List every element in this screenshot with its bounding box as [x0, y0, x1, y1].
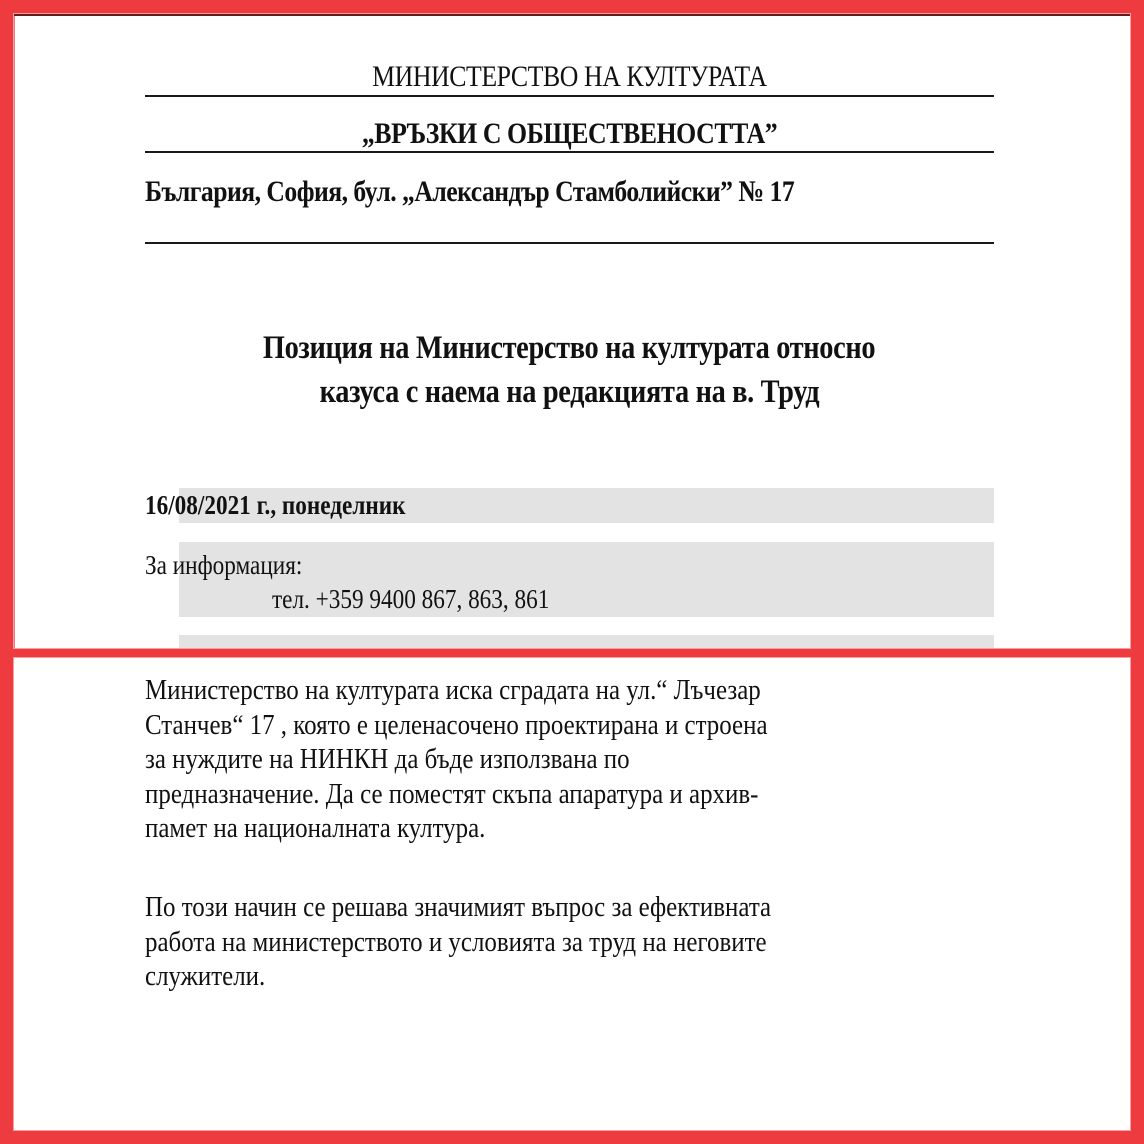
ministry-name: МИНИСТЕРСТВО НА КУЛТУРАТА — [372, 60, 767, 93]
header-rule-3 — [145, 242, 994, 244]
department-name: „ВРЪЗКИ С ОБЩЕСТВЕНОСТТА” — [361, 117, 778, 150]
info-label: За информация: — [145, 550, 303, 580]
next-highlight — [179, 635, 994, 648]
document-title — [145, 326, 994, 414]
body-paragraph-1: Министерство на културата иска сградата на ул.“ Лъчезар Станчев“ 17 , която е целенасочено проектирана и строена за нуждите на НИНКН да бъде използвана по предназначение. Да се поместят скъпа апаратура и архив- памет на националната култура. — [145, 674, 768, 844]
ministry-address: България, София, бул. „Александър Стамболийски” № 17 — [145, 175, 795, 208]
title-line-1: Позиция на Министерство на културата относно — [263, 330, 876, 366]
body-paragraph-2: По този начин се решава значимият въпрос за ефективната работа на министерството и условията за труд на неговите служители. — [145, 891, 772, 992]
document-body-panel — [14, 658, 1130, 1130]
release-date: 16/08/2021 г., понеделник — [145, 490, 406, 520]
title-line-2: казуса с наема на редакцията на в. Труд — [319, 374, 820, 410]
document-header-panel — [14, 14, 1130, 648]
header-rule-1 — [145, 95, 994, 97]
header-rule-2 — [145, 151, 994, 153]
contact-phone: тел. +359 9400 867, 863, 861 — [272, 584, 550, 614]
